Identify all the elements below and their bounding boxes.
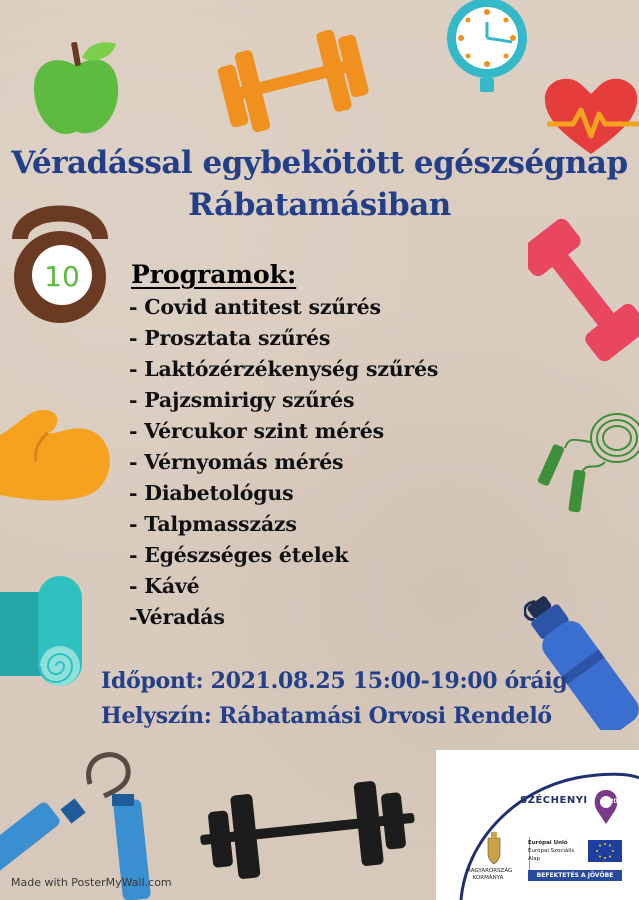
- program-list: [129, 292, 438, 633]
- event-time: Időpont: 2021.08.25 15:00-19:00 óráig: [101, 668, 568, 694]
- jump-rope-icon: [525, 400, 639, 515]
- government-line2: KORMÁNYA: [472, 875, 504, 881]
- government-line1: MAGYARORSZÁG: [466, 868, 513, 874]
- eu-line2: Európai Szociális: [528, 848, 575, 854]
- program-item: - Egészséges ételek: [129, 543, 349, 567]
- program-item: - Kávé: [129, 574, 200, 598]
- yoga-mat-icon: [0, 576, 85, 691]
- programs-heading: Programok:: [131, 260, 297, 289]
- apple-icon: [28, 36, 124, 136]
- flexed-arm-icon: [0, 405, 115, 505]
- szechenyi-label: SZÉCHENYI: [520, 795, 588, 806]
- program-item: -Véradás: [129, 605, 225, 629]
- watermark: Made with PosterMyWall.com: [11, 876, 172, 889]
- pink-dumbbell-icon: [528, 215, 639, 365]
- eu-line3: Alap: [528, 856, 541, 862]
- program-item: - Pajzsmirigy szűrés: [129, 388, 355, 412]
- program-item: - Vérnyomás mérés: [129, 450, 344, 474]
- program-item: - Talpmasszázs: [129, 512, 297, 536]
- orange-dumbbell-icon: [208, 20, 378, 140]
- kettlebell-number: 10: [44, 260, 80, 293]
- government-label: [466, 868, 513, 882]
- kettlebell-icon: [0, 195, 120, 325]
- barbell-icon: [200, 778, 415, 883]
- poster-title-line2: Rábatamásiban: [188, 187, 451, 223]
- stopwatch-icon: [434, 0, 540, 95]
- heart-icon: [543, 76, 639, 156]
- eu-label: [528, 839, 574, 863]
- program-item: - Laktózérzékenység szűrés: [129, 357, 439, 381]
- poster-title-line1: Véradással egybekötött egészségnap: [11, 145, 628, 181]
- event-location: Helyszín: Rábatamási Orvosi Rendelő: [101, 703, 552, 729]
- program-item: - Covid antitest szűrés: [129, 295, 381, 319]
- szechenyi-year: 2020: [601, 798, 618, 805]
- investment-bar: BEFEKTETÉS A JÖVŐBE: [528, 870, 622, 881]
- eu-line1: Európai Unió: [528, 840, 568, 846]
- program-item: - Vércukor szint mérés: [129, 419, 384, 443]
- programs-section: [129, 260, 438, 633]
- program-item: - Diabetológus: [129, 481, 294, 505]
- program-item: - Prosztata szűrés: [129, 326, 331, 350]
- szechenyi-2020-logo: [436, 750, 639, 900]
